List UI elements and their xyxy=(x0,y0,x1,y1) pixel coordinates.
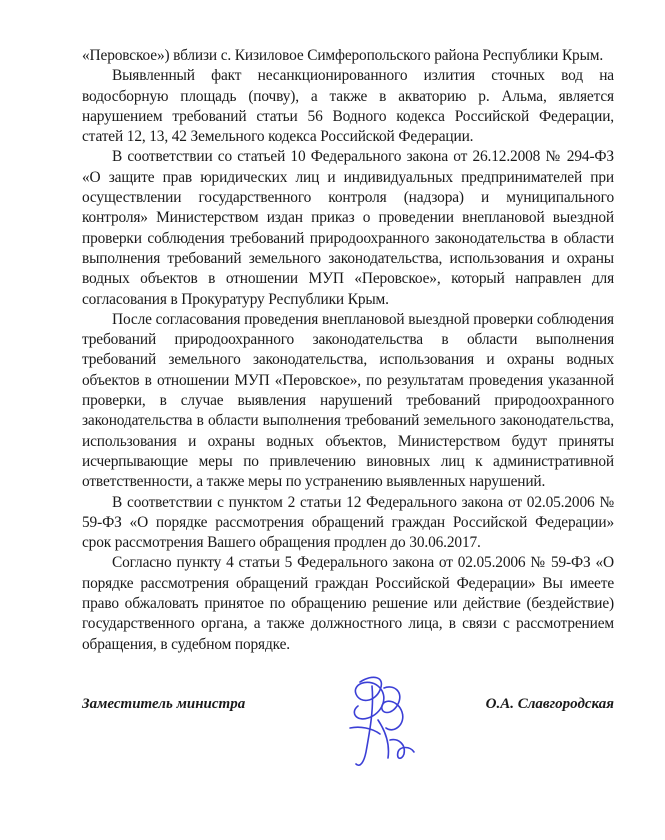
paragraph-appeal-right: Согласно пункту 4 статьи 5 Федерального закона от 02.05.2006 № 59-ФЗ «О порядке рассмотрения обращений граждан Российской Федерации» Вы имеете право обжаловать принятое по обращению решение или действие (бездействие) государственного органа, а также должностного лица, в связи с рассмотрением обращения, в судебном порядке. xyxy=(82,554,614,653)
paragraph-inspection-order: В соответствии со статьей 10 Федерального закона от 26.12.2008 № 294-ФЗ «О защите прав юридических лиц и индивидуальных предпринимателей при осуществлении государственного контроля (надзора) и муниципального контроля» Министерством издан приказ о проведении внеплановой выездной проверки соблюдения требований природоохранного законодательства в области выполнения требований земельного законодательства, использования и охраны водных объектов в отношении МУП «Перовское», который направлен для согласования в Прокуратуру Республики Крым. xyxy=(82,148,614,308)
signatory-title: Заместитель министра xyxy=(82,696,246,712)
paragraph-violation: Выявленный факт несанкционированного излития сточных вод на водосборную площадь (почву), а также в акваторию р. Альма, является нарушением требований статьи 56 Водного кодекса Российской Федерации, статей 12, 13, 42 Земельного кодекса Российской Федерации. xyxy=(82,67,614,146)
paragraph-deadline-extension: В соответствии с пунктом 2 статьи 12 Федерального закона от 02.05.2006 № 59-ФЗ «О порядке рассмотрения обращений граждан Российской Федерации» срок рассмотрения Вашего обращения продлен до 30.06.2017. xyxy=(82,493,614,552)
handwritten-signature xyxy=(320,668,430,778)
signatory-name: О.А. Славгородская xyxy=(485,696,614,712)
paragraph-after-approval: После согласования проведения внеплановой выездной проверки соблюдения требований природоохранного законодательства в области выполнения требований земельного законодательства, использования и охраны водных объектов в отношении МУП «Перовское», по результатам проведения указанной проверки, в случае выявления нарушений требований природоохранного законодательства в области выполнения требований земельного законодательства, использования и охраны водных объектов, Министерством будут приняты исчерпывающие меры по привлечению виновных лиц к административной ответственности, а также меры по устранению выявленных нарушений. xyxy=(82,310,614,491)
letter-body xyxy=(82,46,614,655)
paragraph-continued: «Перовское») вблизи с. Кизиловое Симферопольского района Республики Крым. xyxy=(82,47,604,64)
